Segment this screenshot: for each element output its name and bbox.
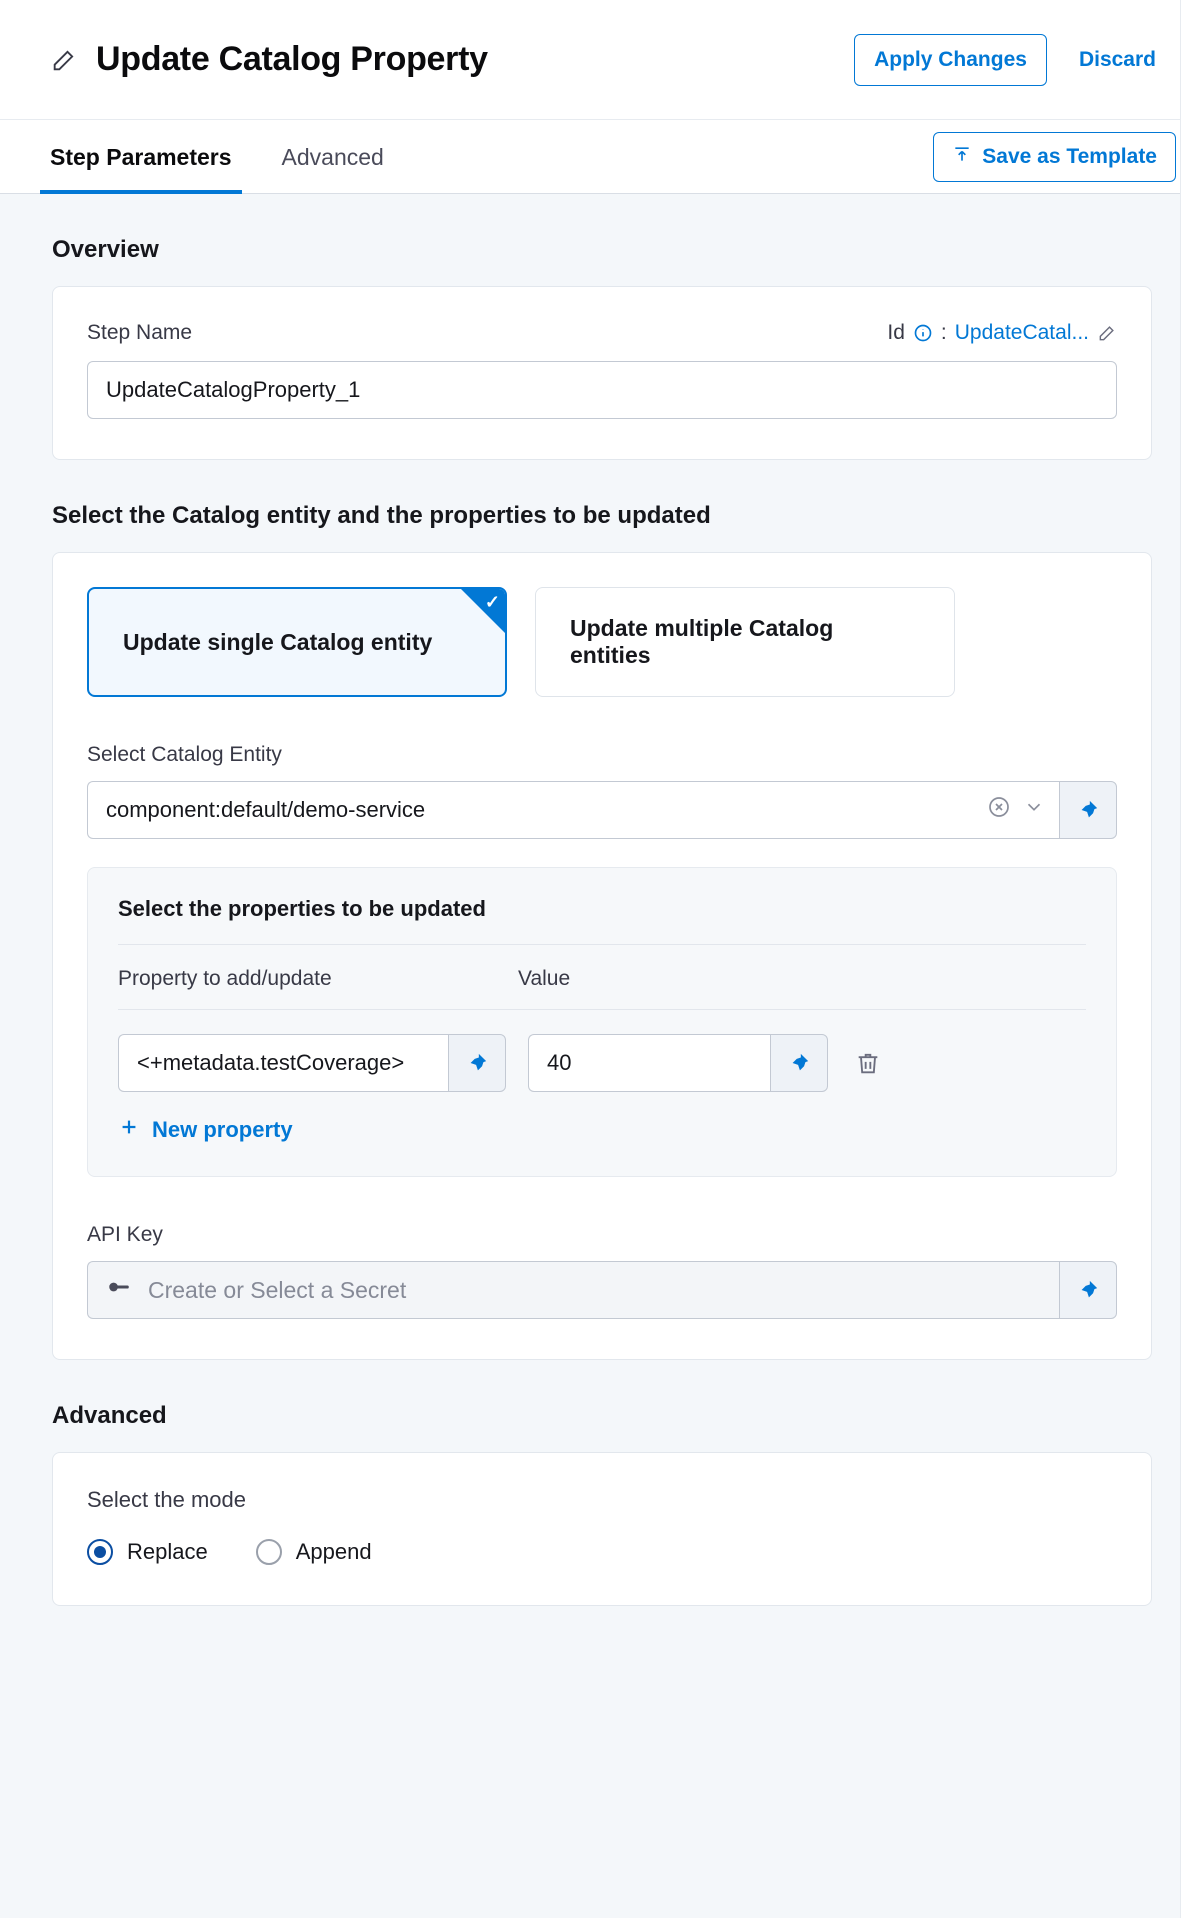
property-row [118, 1034, 1086, 1092]
tab-bar [0, 120, 1204, 194]
choice-update-multiple-entities[interactable] [535, 587, 955, 697]
upload-icon [952, 144, 972, 170]
step-name-input[interactable] [87, 361, 1117, 419]
catalog-entity-pin-button[interactable] [1059, 781, 1117, 839]
overview-card [52, 286, 1152, 460]
property-value-value: 40 [547, 1050, 572, 1075]
info-icon[interactable] [913, 323, 933, 343]
properties-column-headers [118, 945, 1086, 1010]
mode-label: Select the mode [87, 1487, 246, 1512]
step-name-label: Step Name [87, 321, 193, 344]
api-key-field [87, 1261, 1117, 1319]
overview-section-title: Overview [52, 236, 159, 263]
chevron-down-icon[interactable] [1023, 796, 1045, 824]
radio-append-icon[interactable] [256, 1539, 282, 1565]
tab-step-parameters[interactable]: Step Parameters [40, 120, 242, 194]
delete-property-button[interactable] [850, 1045, 886, 1081]
column-header-value: Value [518, 967, 571, 990]
mode-radio-group [87, 1539, 372, 1565]
page-title: Update Catalog Property [96, 40, 488, 78]
catalog-entity-input[interactable] [87, 781, 1059, 839]
choice-single-label: Update single Catalog entity [123, 628, 433, 655]
radio-option-append[interactable] [256, 1539, 372, 1565]
radio-replace-icon[interactable] [87, 1539, 113, 1565]
api-key-pin-button[interactable] [1059, 1261, 1117, 1319]
right-edge-strip [1180, 0, 1204, 1918]
save-as-template-label: Save as Template [982, 144, 1157, 168]
mode-radio-row [87, 1539, 1117, 1565]
entity-mode-choices [87, 587, 1117, 697]
select-catalog-entity-label: Select Catalog Entity [87, 743, 282, 766]
clear-circle-icon[interactable] [987, 795, 1011, 825]
advanced-card [52, 1452, 1152, 1606]
new-property-button[interactable] [118, 1116, 1086, 1144]
key-icon [106, 1274, 132, 1306]
property-value-input[interactable] [528, 1034, 770, 1092]
choice-multiple-label: Update multiple Catalog entities [570, 615, 834, 668]
apply-changes-button[interactable]: Apply Changes [854, 34, 1047, 86]
radio-option-replace[interactable] [87, 1539, 208, 1565]
radio-replace-label: Replace [127, 1539, 208, 1564]
properties-title: Select the properties to be updated [118, 896, 1086, 945]
api-key-placeholder: Create or Select a Secret [148, 1276, 407, 1303]
save-as-template-button[interactable] [933, 132, 1176, 182]
property-value-field [528, 1034, 828, 1092]
step-name-header-row [87, 321, 1117, 345]
entity-section-title: Select the Catalog entity and the properties to be updated [52, 502, 711, 529]
property-key-pin-button[interactable] [448, 1034, 506, 1092]
tab-advanced[interactable]: Advanced [281, 143, 384, 170]
step-id-group [887, 321, 1117, 345]
step-id-separator: : [940, 321, 947, 344]
panel-body [0, 194, 1204, 1918]
step-id-label: Id [887, 321, 905, 344]
property-key-value: <+metadata.testCoverage> [137, 1050, 405, 1075]
api-key-input[interactable] [87, 1261, 1059, 1319]
properties-box [87, 867, 1117, 1177]
plus-icon [118, 1116, 140, 1144]
property-key-input[interactable] [118, 1034, 448, 1092]
property-value-pin-button[interactable] [770, 1034, 828, 1092]
catalog-entity-value: component:default/demo-service [106, 797, 426, 822]
pencil-small-icon[interactable] [1097, 323, 1117, 343]
new-property-label: New property [152, 1117, 293, 1142]
entity-card [52, 552, 1152, 1360]
radio-append-label: Append [295, 1539, 372, 1564]
catalog-entity-field [87, 781, 1117, 839]
panel-header [0, 0, 1204, 120]
check-icon: ✓ [484, 592, 500, 612]
step-id-value[interactable]: UpdateCatal... [954, 321, 1089, 344]
discard-button[interactable]: Discard [1073, 47, 1162, 73]
advanced-section-title: Advanced [52, 1402, 167, 1429]
choice-update-single-entity[interactable] [87, 587, 507, 697]
property-key-field [118, 1034, 506, 1092]
pencil-icon[interactable] [50, 46, 78, 74]
api-key-label: API Key [87, 1223, 163, 1246]
column-header-property: Property to add/update [118, 967, 332, 990]
